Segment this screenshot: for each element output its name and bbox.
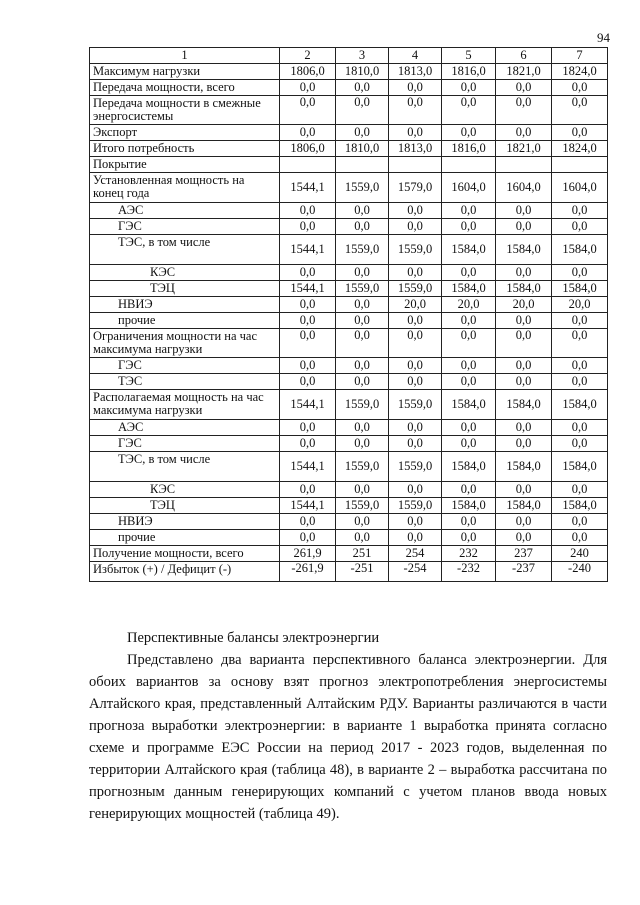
row-label: НВИЭ bbox=[90, 514, 280, 530]
value-cell: 1544,1 bbox=[280, 173, 336, 203]
value-cell: 0,0 bbox=[442, 313, 496, 329]
value-cell: 0,0 bbox=[442, 530, 496, 546]
value-cell: 1584,0 bbox=[496, 281, 552, 297]
value-cell: 0,0 bbox=[442, 436, 496, 452]
value-cell: 1824,0 bbox=[552, 64, 608, 80]
value-cell: 0,0 bbox=[496, 358, 552, 374]
value-cell: 0,0 bbox=[496, 80, 552, 96]
value-cell: 0,0 bbox=[552, 329, 608, 358]
table-row bbox=[90, 420, 608, 436]
row-label: ТЭС, в том числе bbox=[90, 235, 280, 265]
value-cell: 0,0 bbox=[280, 125, 336, 141]
value-cell: 0,0 bbox=[336, 125, 389, 141]
value-cell: 0,0 bbox=[389, 265, 442, 281]
value-cell: 0,0 bbox=[442, 482, 496, 498]
table-row bbox=[90, 64, 608, 80]
value-cell: 0,0 bbox=[389, 80, 442, 96]
value-cell: 0,0 bbox=[280, 219, 336, 235]
value-cell: 0,0 bbox=[280, 482, 336, 498]
value-cell bbox=[336, 157, 389, 173]
value-cell: 1584,0 bbox=[496, 390, 552, 420]
value-cell: 1584,0 bbox=[442, 281, 496, 297]
value-cell: 0,0 bbox=[496, 514, 552, 530]
header-cell: 4 bbox=[389, 48, 442, 64]
value-cell bbox=[496, 157, 552, 173]
value-cell: 0,0 bbox=[496, 219, 552, 235]
table-row bbox=[90, 235, 608, 265]
value-cell: 0,0 bbox=[552, 203, 608, 219]
value-cell: 0,0 bbox=[552, 530, 608, 546]
value-cell: 1816,0 bbox=[442, 141, 496, 157]
value-cell: 1559,0 bbox=[389, 281, 442, 297]
row-label: ГЭС bbox=[90, 358, 280, 374]
body-text bbox=[89, 627, 607, 825]
value-cell: 0,0 bbox=[496, 125, 552, 141]
header-cell: 7 bbox=[552, 48, 608, 64]
value-cell: 0,0 bbox=[496, 329, 552, 358]
value-cell: 1559,0 bbox=[336, 498, 389, 514]
row-label: ТЭС, в том числе bbox=[90, 452, 280, 482]
row-label: Получение мощности, всего bbox=[90, 546, 280, 562]
header-cell: 1 bbox=[90, 48, 280, 64]
value-cell: 0,0 bbox=[442, 96, 496, 125]
value-cell: 0,0 bbox=[280, 436, 336, 452]
value-cell: 0,0 bbox=[336, 514, 389, 530]
row-label: Максимум нагрузки bbox=[90, 64, 280, 80]
table-row bbox=[90, 546, 608, 562]
value-cell: 0,0 bbox=[389, 514, 442, 530]
value-cell: 0,0 bbox=[280, 265, 336, 281]
value-cell: 0,0 bbox=[496, 96, 552, 125]
value-cell: 1584,0 bbox=[552, 390, 608, 420]
value-cell: 0,0 bbox=[336, 96, 389, 125]
section-heading: Перспективные балансы электроэнергии bbox=[127, 630, 380, 646]
value-cell bbox=[389, 157, 442, 173]
value-cell: 0,0 bbox=[336, 297, 389, 313]
value-cell: 0,0 bbox=[280, 358, 336, 374]
value-cell bbox=[280, 157, 336, 173]
value-cell: 0,0 bbox=[336, 420, 389, 436]
value-cell: 1544,1 bbox=[280, 281, 336, 297]
value-cell: 0,0 bbox=[336, 80, 389, 96]
value-cell: 1559,0 bbox=[336, 235, 389, 265]
row-label: Покрытие bbox=[90, 157, 280, 173]
value-cell bbox=[552, 157, 608, 173]
table-row bbox=[90, 530, 608, 546]
value-cell: 0,0 bbox=[280, 420, 336, 436]
value-cell: 1544,1 bbox=[280, 452, 336, 482]
value-cell: -237 bbox=[496, 562, 552, 582]
table-row bbox=[90, 80, 608, 96]
value-cell: 0,0 bbox=[389, 125, 442, 141]
value-cell: 0,0 bbox=[389, 219, 442, 235]
value-cell: 0,0 bbox=[552, 420, 608, 436]
value-cell: 0,0 bbox=[280, 80, 336, 96]
value-cell: 0,0 bbox=[552, 219, 608, 235]
table-row bbox=[90, 219, 608, 235]
row-label: АЭС bbox=[90, 420, 280, 436]
table-row bbox=[90, 452, 608, 482]
value-cell: 1584,0 bbox=[552, 235, 608, 265]
value-cell: 20,0 bbox=[442, 297, 496, 313]
value-cell: 1544,1 bbox=[280, 235, 336, 265]
value-cell: 0,0 bbox=[496, 313, 552, 329]
value-cell: 1604,0 bbox=[442, 173, 496, 203]
value-cell: 1559,0 bbox=[336, 173, 389, 203]
value-cell: 1584,0 bbox=[496, 498, 552, 514]
value-cell: 0,0 bbox=[442, 358, 496, 374]
power-balance-table bbox=[89, 47, 608, 582]
value-cell: 0,0 bbox=[552, 125, 608, 141]
table-row bbox=[90, 358, 608, 374]
value-cell: 0,0 bbox=[336, 482, 389, 498]
value-cell: 0,0 bbox=[496, 203, 552, 219]
value-cell: 0,0 bbox=[552, 80, 608, 96]
value-cell: 0,0 bbox=[336, 219, 389, 235]
value-cell: 240 bbox=[552, 546, 608, 562]
value-cell: 0,0 bbox=[496, 530, 552, 546]
value-cell: 1584,0 bbox=[442, 235, 496, 265]
value-cell: 1584,0 bbox=[496, 235, 552, 265]
row-label: АЭС bbox=[90, 203, 280, 219]
value-cell: 1604,0 bbox=[496, 173, 552, 203]
row-label: Итого потребность bbox=[90, 141, 280, 157]
table-row bbox=[90, 297, 608, 313]
value-cell: 0,0 bbox=[280, 514, 336, 530]
value-cell: 0,0 bbox=[280, 313, 336, 329]
value-cell: 1584,0 bbox=[552, 281, 608, 297]
value-cell: 0,0 bbox=[280, 530, 336, 546]
table-row bbox=[90, 265, 608, 281]
value-cell: 1559,0 bbox=[389, 390, 442, 420]
value-cell: 20,0 bbox=[552, 297, 608, 313]
value-cell: 0,0 bbox=[280, 297, 336, 313]
value-cell: 0,0 bbox=[552, 358, 608, 374]
row-label: КЭС bbox=[90, 265, 280, 281]
value-cell: 0,0 bbox=[389, 530, 442, 546]
table-row bbox=[90, 313, 608, 329]
value-cell: 1604,0 bbox=[552, 173, 608, 203]
value-cell: 251 bbox=[336, 546, 389, 562]
table-row bbox=[90, 281, 608, 297]
value-cell: 1806,0 bbox=[280, 141, 336, 157]
row-label: прочие bbox=[90, 313, 280, 329]
value-cell: 0,0 bbox=[336, 203, 389, 219]
value-cell: 0,0 bbox=[336, 530, 389, 546]
value-cell: 0,0 bbox=[336, 358, 389, 374]
value-cell: 0,0 bbox=[552, 514, 608, 530]
value-cell: 1584,0 bbox=[496, 452, 552, 482]
row-label: Передача мощности в смежные энергосистемы bbox=[90, 96, 280, 125]
value-cell: 20,0 bbox=[496, 297, 552, 313]
table-header-row bbox=[90, 48, 608, 64]
row-label: КЭС bbox=[90, 482, 280, 498]
table-row bbox=[90, 173, 608, 203]
value-cell: 0,0 bbox=[442, 125, 496, 141]
value-cell: 1584,0 bbox=[442, 452, 496, 482]
header-cell: 5 bbox=[442, 48, 496, 64]
row-label: Передача мощности, всего bbox=[90, 80, 280, 96]
table-row bbox=[90, 498, 608, 514]
value-cell: 0,0 bbox=[336, 374, 389, 390]
value-cell: 1579,0 bbox=[389, 173, 442, 203]
table-row bbox=[90, 96, 608, 125]
value-cell: 1559,0 bbox=[336, 390, 389, 420]
value-cell: 237 bbox=[496, 546, 552, 562]
value-cell: 0,0 bbox=[442, 203, 496, 219]
table-row bbox=[90, 514, 608, 530]
row-label: ТЭЦ bbox=[90, 498, 280, 514]
value-cell: 1584,0 bbox=[552, 498, 608, 514]
value-cell: 1821,0 bbox=[496, 141, 552, 157]
value-cell: 1813,0 bbox=[389, 141, 442, 157]
value-cell: 0,0 bbox=[389, 329, 442, 358]
value-cell: 0,0 bbox=[389, 313, 442, 329]
value-cell: 1559,0 bbox=[389, 452, 442, 482]
row-label: НВИЭ bbox=[90, 297, 280, 313]
value-cell: 1559,0 bbox=[389, 498, 442, 514]
row-label: прочие bbox=[90, 530, 280, 546]
value-cell: 0,0 bbox=[496, 374, 552, 390]
row-label: Экспорт bbox=[90, 125, 280, 141]
row-label: Установленная мощность на конец года bbox=[90, 173, 280, 203]
value-cell: -261,9 bbox=[280, 562, 336, 582]
value-cell: 0,0 bbox=[389, 203, 442, 219]
value-cell: 1584,0 bbox=[442, 498, 496, 514]
table-row bbox=[90, 374, 608, 390]
section-paragraph: Представлено два варианта перспективного баланса электроэнергии. Для обоих вариантов за основу взят прогноз электропотребления энергосистемы Алтайского края, представленный Алтайским РДУ. Варианты различаются в части прогноза выработки электроэнергии: в варианте 1 выработка принята согласно схеме и программе ЕЭС России на период 2017 - 2023 годов, выделенная по территории Алтайского края (таблица 48), в варианте 2 – выработка рассчитана по прогнозным данным генерирующих компаний с учетом планов ввода новых генерирующих мощностей (таблица 49). bbox=[89, 652, 607, 822]
value-cell: 0,0 bbox=[336, 265, 389, 281]
table-body bbox=[90, 48, 608, 582]
value-cell: 1813,0 bbox=[389, 64, 442, 80]
value-cell: -251 bbox=[336, 562, 389, 582]
value-cell: 0,0 bbox=[442, 420, 496, 436]
row-label: Избыток (+) / Дефицит (-) bbox=[90, 562, 280, 582]
value-cell: 1821,0 bbox=[496, 64, 552, 80]
value-cell: 0,0 bbox=[280, 374, 336, 390]
page-number: 94 bbox=[597, 30, 610, 45]
row-label: ГЭС bbox=[90, 219, 280, 235]
value-cell: 232 bbox=[442, 546, 496, 562]
value-cell: 0,0 bbox=[442, 80, 496, 96]
value-cell: 0,0 bbox=[389, 420, 442, 436]
table-row bbox=[90, 157, 608, 173]
value-cell: -254 bbox=[389, 562, 442, 582]
value-cell: 0,0 bbox=[552, 313, 608, 329]
value-cell: 0,0 bbox=[336, 329, 389, 358]
value-cell: 0,0 bbox=[280, 203, 336, 219]
value-cell: 0,0 bbox=[389, 358, 442, 374]
value-cell: 0,0 bbox=[389, 436, 442, 452]
header-cell: 6 bbox=[496, 48, 552, 64]
value-cell: 1810,0 bbox=[336, 141, 389, 157]
row-label: Ограничения мощности на час максимума нагрузки bbox=[90, 329, 280, 358]
value-cell: 0,0 bbox=[442, 265, 496, 281]
value-cell: -232 bbox=[442, 562, 496, 582]
value-cell: 1559,0 bbox=[336, 281, 389, 297]
table-row bbox=[90, 436, 608, 452]
value-cell bbox=[442, 157, 496, 173]
value-cell: 0,0 bbox=[336, 436, 389, 452]
value-cell: 1559,0 bbox=[389, 235, 442, 265]
value-cell: 0,0 bbox=[496, 482, 552, 498]
table-row bbox=[90, 390, 608, 420]
table-row bbox=[90, 203, 608, 219]
value-cell: 1810,0 bbox=[336, 64, 389, 80]
row-label: Располагаемая мощность на час максимума нагрузки bbox=[90, 390, 280, 420]
value-cell: 0,0 bbox=[552, 265, 608, 281]
value-cell: 1584,0 bbox=[442, 390, 496, 420]
row-label: ГЭС bbox=[90, 436, 280, 452]
value-cell: -240 bbox=[552, 562, 608, 582]
value-cell: 261,9 bbox=[280, 546, 336, 562]
table-row bbox=[90, 125, 608, 141]
value-cell: 0,0 bbox=[280, 96, 336, 125]
header-cell: 2 bbox=[280, 48, 336, 64]
value-cell: 0,0 bbox=[552, 436, 608, 452]
row-label: ТЭС bbox=[90, 374, 280, 390]
value-cell: 0,0 bbox=[336, 313, 389, 329]
value-cell: 0,0 bbox=[389, 96, 442, 125]
header-cell: 3 bbox=[336, 48, 389, 64]
value-cell: 0,0 bbox=[280, 329, 336, 358]
value-cell: 0,0 bbox=[389, 482, 442, 498]
value-cell: 1559,0 bbox=[336, 452, 389, 482]
value-cell: 254 bbox=[389, 546, 442, 562]
value-cell: 1824,0 bbox=[552, 141, 608, 157]
table-row bbox=[90, 562, 608, 582]
value-cell: 1806,0 bbox=[280, 64, 336, 80]
value-cell: 1544,1 bbox=[280, 390, 336, 420]
value-cell: 0,0 bbox=[442, 219, 496, 235]
value-cell: 0,0 bbox=[496, 436, 552, 452]
value-cell: 1816,0 bbox=[442, 64, 496, 80]
row-label: ТЭЦ bbox=[90, 281, 280, 297]
value-cell: 0,0 bbox=[552, 374, 608, 390]
table-row bbox=[90, 329, 608, 358]
value-cell: 0,0 bbox=[496, 265, 552, 281]
value-cell: 0,0 bbox=[389, 374, 442, 390]
value-cell: 1584,0 bbox=[552, 452, 608, 482]
value-cell: 0,0 bbox=[552, 482, 608, 498]
value-cell: 0,0 bbox=[442, 514, 496, 530]
value-cell: 0,0 bbox=[552, 96, 608, 125]
table-row bbox=[90, 482, 608, 498]
value-cell: 1544,1 bbox=[280, 498, 336, 514]
value-cell: 0,0 bbox=[442, 329, 496, 358]
value-cell: 0,0 bbox=[496, 420, 552, 436]
value-cell: 0,0 bbox=[442, 374, 496, 390]
table-row bbox=[90, 141, 608, 157]
value-cell: 20,0 bbox=[389, 297, 442, 313]
